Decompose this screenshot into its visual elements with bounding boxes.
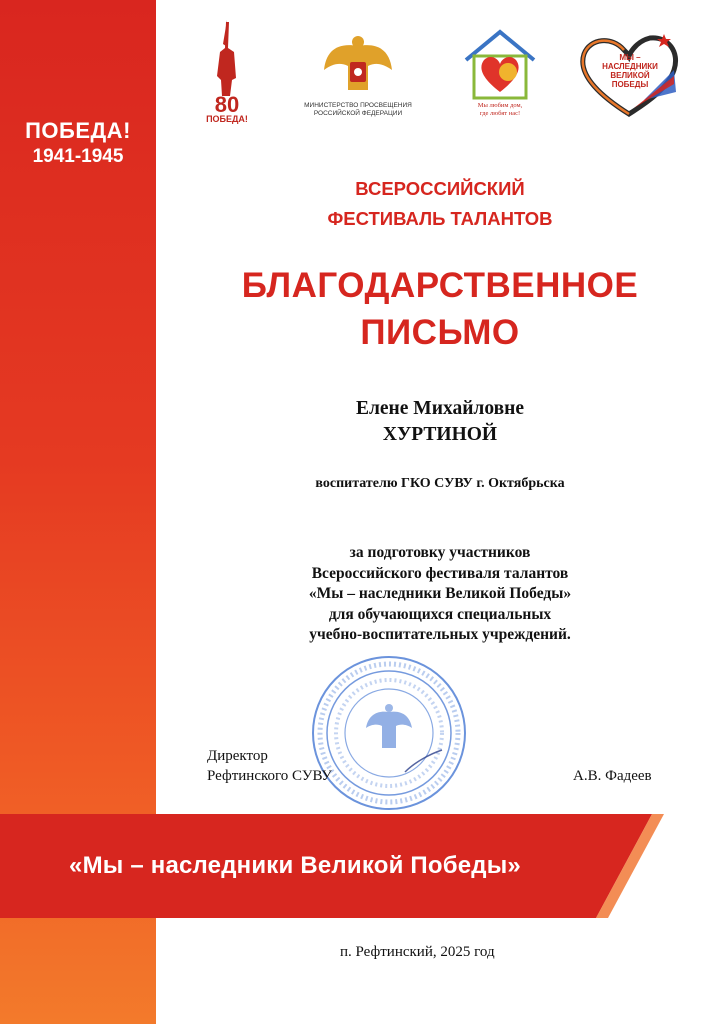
heirs-line2: НАСЛЕДНИКИ	[602, 62, 658, 71]
house-heart-icon	[460, 26, 540, 102]
house-line1: Мы любим дом,	[477, 102, 523, 109]
signatory-title-line1: Директор	[207, 748, 268, 764]
ministry-line1: МИНИСТЕРСТВО ПРОСВЕЩЕНИЯ	[304, 102, 412, 109]
reason-line: «Мы – наследники Великой Победы»	[308, 585, 572, 602]
ministry-logo	[296, 32, 420, 124]
recipient-surname: ХУРТИНОЙ	[382, 424, 498, 445]
reason-line: учебно-воспитательных учреждений.	[309, 626, 571, 643]
festival-line1: ВСЕРОССИЙСКИЙ	[355, 178, 525, 199]
recipient-name: Елене Михайловне	[355, 398, 525, 419]
house-logo	[460, 26, 540, 122]
banner-slogan: «Мы – наследники Великой Победы»	[69, 852, 521, 879]
eighty-number: 80	[214, 92, 240, 117]
festival-line2: ФЕСТИВАЛЬ ТАЛАНТОВ	[327, 208, 553, 229]
eighty-victory-logo	[196, 18, 258, 124]
victory-side-label	[0, 118, 156, 168]
ministry-eagle-icon	[296, 32, 420, 98]
reason-text	[156, 543, 724, 646]
heirs-line3: ВЕЛИКОЙ	[610, 71, 650, 80]
heirs-heart-logo	[574, 30, 684, 120]
reason-line: для обучающихся специальных	[328, 605, 552, 623]
title-line2: ПИСЬМО	[360, 313, 520, 352]
recipient-block	[156, 396, 724, 448]
signatory-title	[207, 746, 332, 786]
house-line2: где любят нас!	[479, 110, 521, 117]
reason-line: за подготовку участников	[349, 544, 531, 561]
reason-line: Всероссийского фестиваля талантов	[311, 564, 569, 582]
ministry-line2: РОССИЙСКОЙ ФЕДЕРАЦИИ	[313, 110, 403, 117]
signatory-title-line2: Рефтинского СУВУ	[207, 768, 332, 784]
official-stamp	[310, 654, 468, 812]
heirs-line1: МЫ –	[619, 53, 641, 62]
victory-word: ПОБЕДА!	[25, 118, 131, 143]
letter-title	[156, 262, 724, 356]
victory-years: 1941-1945	[32, 146, 124, 167]
signatory-name: А.В. Фадеев	[573, 768, 652, 784]
eighty-word: ПОБЕДА!	[206, 114, 248, 124]
recipient-position: воспитателю ГКО СУВУ г. Октябрьска	[315, 476, 565, 491]
heirs-line4: ПОБЕДЫ	[611, 80, 649, 89]
festival-heading	[156, 174, 724, 234]
place-and-year: п. Рефтинский, 2025 год	[340, 944, 495, 960]
title-line1: БЛАГОДАРСТВЕННОЕ	[241, 266, 639, 305]
